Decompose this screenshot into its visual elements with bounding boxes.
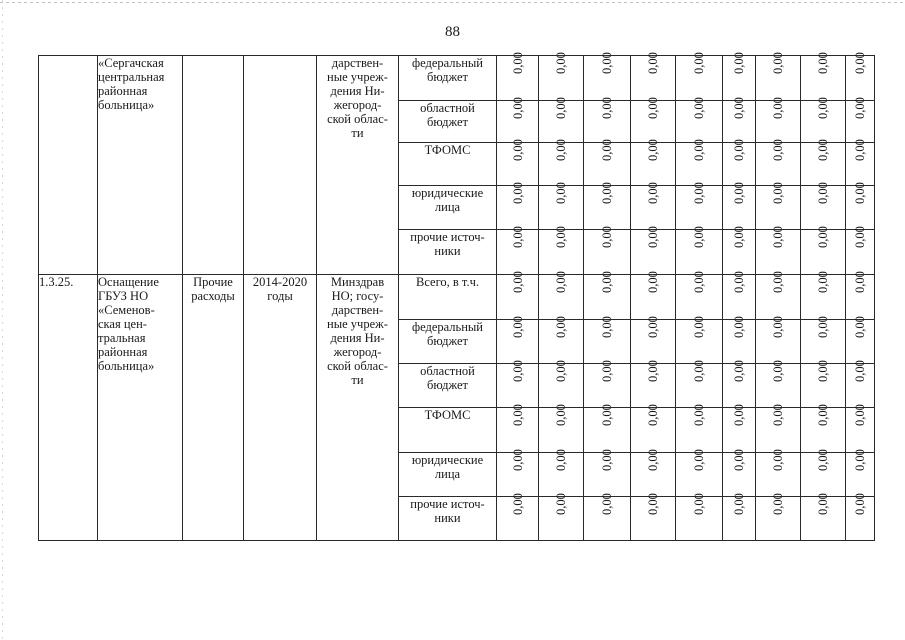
value-cell bbox=[497, 139, 539, 186]
executor-line: ской облас- bbox=[327, 359, 388, 373]
item-name-line: ГБУЗ НО bbox=[98, 289, 149, 303]
value-text: 0,00 bbox=[692, 139, 706, 161]
value-cell bbox=[801, 97, 846, 143]
value-cell bbox=[756, 360, 801, 408]
value-text: 0,00 bbox=[600, 139, 614, 161]
value-text: 0,00 bbox=[732, 139, 746, 161]
scan-edge-top bbox=[0, 2, 905, 3]
value-text: 0,00 bbox=[510, 316, 525, 338]
value-cell bbox=[756, 97, 801, 143]
value-cell bbox=[497, 449, 539, 497]
value-text: 0,00 bbox=[816, 139, 830, 161]
value-text: 0,00 bbox=[732, 182, 746, 204]
value-text: 0,00 bbox=[853, 493, 867, 515]
value-cell bbox=[497, 360, 539, 408]
value-text: 0,00 bbox=[816, 404, 830, 426]
value-text: 0,00 bbox=[732, 493, 746, 515]
value-text: 0,00 bbox=[646, 97, 660, 119]
item-name bbox=[98, 275, 183, 541]
value-text: 0,00 bbox=[600, 449, 614, 471]
item-name bbox=[98, 56, 183, 275]
item-name-line: центральная bbox=[98, 70, 165, 84]
value-cell bbox=[584, 360, 631, 408]
executor-line: дения Ни- bbox=[330, 84, 385, 98]
value-cell bbox=[539, 271, 584, 320]
value-text: 0,00 bbox=[816, 182, 830, 204]
funding-source: Всего, в т.ч. bbox=[399, 275, 497, 320]
value-text: 0,00 bbox=[600, 182, 614, 204]
value-text: 0,00 bbox=[771, 52, 785, 74]
value-text: 0,00 bbox=[646, 271, 660, 293]
funding-source: областной бюджет bbox=[399, 364, 497, 408]
executor-line: жегород- bbox=[333, 345, 382, 359]
value-cell bbox=[497, 182, 539, 230]
value-cell bbox=[584, 182, 631, 230]
value-text: 0,00 bbox=[692, 52, 706, 74]
value-cell bbox=[801, 182, 846, 230]
value-cell bbox=[723, 316, 756, 364]
value-text: 0,00 bbox=[771, 271, 785, 293]
value-text: 0,00 bbox=[554, 404, 568, 426]
value-text: 0,00 bbox=[692, 182, 706, 204]
period: 2014-2020 годы bbox=[244, 275, 317, 541]
value-text: 0,00 bbox=[510, 139, 525, 161]
item-name-line: тральная bbox=[98, 331, 146, 345]
value-cell bbox=[676, 52, 723, 101]
value-cell bbox=[676, 316, 723, 364]
value-text: 0,00 bbox=[510, 52, 525, 74]
value-cell bbox=[631, 449, 676, 497]
value-cell bbox=[539, 52, 584, 101]
value-text: 0,00 bbox=[853, 271, 867, 293]
value-text: 0,00 bbox=[692, 316, 706, 338]
value-text: 0,00 bbox=[771, 404, 785, 426]
value-text: 0,00 bbox=[853, 316, 867, 338]
period bbox=[244, 56, 317, 275]
value-cell bbox=[846, 316, 875, 364]
value-cell bbox=[497, 226, 539, 275]
value-cell bbox=[539, 139, 584, 186]
value-cell bbox=[846, 404, 875, 453]
value-cell bbox=[539, 493, 584, 541]
value-text: 0,00 bbox=[816, 271, 830, 293]
value-text: 0,00 bbox=[600, 360, 614, 382]
value-cell bbox=[497, 493, 539, 541]
value-text: 0,00 bbox=[646, 316, 660, 338]
value-cell bbox=[676, 97, 723, 143]
value-cell bbox=[631, 493, 676, 541]
value-text: 0,00 bbox=[554, 139, 568, 161]
value-text: 0,00 bbox=[510, 97, 525, 119]
value-text: 0,00 bbox=[853, 226, 867, 248]
value-text: 0,00 bbox=[510, 404, 525, 426]
value-cell bbox=[676, 360, 723, 408]
value-text: 0,00 bbox=[771, 360, 785, 382]
value-cell bbox=[846, 493, 875, 541]
value-text: 0,00 bbox=[646, 52, 660, 74]
value-text: 0,00 bbox=[646, 449, 660, 471]
value-cell bbox=[801, 271, 846, 320]
value-text: 0,00 bbox=[646, 139, 660, 161]
value-cell bbox=[846, 271, 875, 320]
value-cell bbox=[723, 449, 756, 497]
value-text: 0,00 bbox=[554, 52, 568, 74]
value-text: 0,00 bbox=[732, 404, 746, 426]
value-text: 0,00 bbox=[816, 449, 830, 471]
value-cell bbox=[539, 360, 584, 408]
table-row bbox=[39, 275, 875, 320]
value-cell bbox=[631, 52, 676, 101]
value-cell bbox=[676, 449, 723, 497]
funding-source: юридические лица bbox=[399, 453, 497, 497]
value-cell bbox=[631, 226, 676, 275]
value-cell bbox=[756, 139, 801, 186]
value-text: 0,00 bbox=[646, 360, 660, 382]
value-cell bbox=[584, 449, 631, 497]
value-text: 0,00 bbox=[816, 316, 830, 338]
value-text: 0,00 bbox=[554, 360, 568, 382]
item-name-line: больница» bbox=[98, 359, 155, 373]
value-cell bbox=[723, 139, 756, 186]
value-text: 0,00 bbox=[771, 139, 785, 161]
value-cell bbox=[497, 271, 539, 320]
value-text: 0,00 bbox=[771, 449, 785, 471]
value-text: 0,00 bbox=[816, 97, 830, 119]
value-text: 0,00 bbox=[816, 52, 830, 74]
value-text: 0,00 bbox=[816, 493, 830, 515]
value-cell bbox=[723, 404, 756, 453]
value-text: 0,00 bbox=[771, 97, 785, 119]
value-text: 0,00 bbox=[600, 226, 614, 248]
value-cell bbox=[497, 52, 539, 101]
value-cell bbox=[846, 97, 875, 143]
value-text: 0,00 bbox=[732, 316, 746, 338]
item-name-line: «Семенов- bbox=[98, 303, 155, 317]
value-text: 0,00 bbox=[732, 360, 746, 382]
value-cell bbox=[723, 52, 756, 101]
value-cell bbox=[631, 182, 676, 230]
funding-source: юридические лица bbox=[399, 186, 497, 230]
value-cell bbox=[676, 271, 723, 320]
value-text: 0,00 bbox=[771, 182, 785, 204]
value-cell bbox=[846, 52, 875, 101]
value-cell bbox=[846, 139, 875, 186]
value-text: 0,00 bbox=[600, 404, 614, 426]
value-text: 0,00 bbox=[732, 52, 746, 74]
value-text: 0,00 bbox=[600, 493, 614, 515]
value-text: 0,00 bbox=[816, 226, 830, 248]
funding-source: ТФОМС bbox=[399, 408, 497, 453]
executor-line: ти bbox=[351, 126, 364, 140]
value-cell bbox=[723, 271, 756, 320]
value-text: 0,00 bbox=[732, 271, 746, 293]
value-text: 0,00 bbox=[692, 404, 706, 426]
value-cell bbox=[846, 360, 875, 408]
value-text: 0,00 bbox=[600, 97, 614, 119]
value-text: 0,00 bbox=[853, 360, 867, 382]
value-cell bbox=[801, 139, 846, 186]
expense-category: Прочие расходы bbox=[183, 275, 244, 541]
value-text: 0,00 bbox=[853, 52, 867, 74]
value-cell bbox=[584, 493, 631, 541]
executor-line: дарствен- bbox=[331, 303, 384, 317]
value-cell bbox=[631, 271, 676, 320]
value-cell bbox=[756, 52, 801, 101]
funding-source: ТФОМС bbox=[399, 143, 497, 186]
value-cell bbox=[631, 97, 676, 143]
value-text: 0,00 bbox=[771, 226, 785, 248]
value-cell bbox=[631, 360, 676, 408]
value-cell bbox=[801, 52, 846, 101]
value-text: 0,00 bbox=[554, 226, 568, 248]
item-number: 1.3.25. bbox=[39, 275, 98, 541]
executor bbox=[317, 275, 399, 541]
value-cell bbox=[723, 182, 756, 230]
value-cell bbox=[676, 139, 723, 186]
item-name-line: ская цен- bbox=[98, 317, 147, 331]
value-cell bbox=[584, 97, 631, 143]
value-cell bbox=[756, 493, 801, 541]
page-number: 88 bbox=[445, 24, 460, 40]
value-cell bbox=[676, 226, 723, 275]
value-cell bbox=[756, 271, 801, 320]
value-cell bbox=[801, 360, 846, 408]
value-cell bbox=[584, 404, 631, 453]
value-cell bbox=[584, 271, 631, 320]
value-text: 0,00 bbox=[510, 493, 525, 515]
value-cell bbox=[846, 226, 875, 275]
value-text: 0,00 bbox=[692, 97, 706, 119]
value-cell bbox=[497, 97, 539, 143]
funding-source: федеральный бюджет bbox=[399, 320, 497, 364]
value-text: 0,00 bbox=[732, 226, 746, 248]
value-cell bbox=[723, 226, 756, 275]
value-cell bbox=[584, 139, 631, 186]
value-text: 0,00 bbox=[853, 182, 867, 204]
value-text: 0,00 bbox=[853, 404, 867, 426]
value-text: 0,00 bbox=[692, 360, 706, 382]
funding-source: областной бюджет bbox=[399, 101, 497, 143]
scan-edge-left bbox=[2, 0, 3, 640]
executor-line: жегород- bbox=[333, 98, 382, 112]
table-row bbox=[39, 56, 875, 101]
item-name-line: районная bbox=[98, 345, 148, 359]
executor-line: ные учреж- bbox=[327, 70, 388, 84]
value-text: 0,00 bbox=[554, 182, 568, 204]
value-cell bbox=[756, 182, 801, 230]
executor-line: ти bbox=[351, 373, 364, 387]
item-name-line: Оснащение bbox=[98, 275, 159, 289]
value-text: 0,00 bbox=[853, 139, 867, 161]
value-cell bbox=[631, 139, 676, 186]
value-cell bbox=[539, 182, 584, 230]
value-cell bbox=[756, 226, 801, 275]
value-cell bbox=[676, 182, 723, 230]
executor-line: ской облас- bbox=[327, 112, 388, 126]
value-text: 0,00 bbox=[510, 271, 525, 293]
value-cell bbox=[846, 449, 875, 497]
value-text: 0,00 bbox=[771, 493, 785, 515]
value-cell bbox=[539, 316, 584, 364]
value-text: 0,00 bbox=[600, 271, 614, 293]
value-cell bbox=[846, 182, 875, 230]
value-text: 0,00 bbox=[554, 449, 568, 471]
expense-category bbox=[183, 56, 244, 275]
value-cell bbox=[723, 360, 756, 408]
executor-line: дения Ни- bbox=[330, 331, 385, 345]
value-cell bbox=[631, 404, 676, 453]
value-text: 0,00 bbox=[853, 449, 867, 471]
value-cell bbox=[676, 404, 723, 453]
value-cell bbox=[756, 316, 801, 364]
value-cell bbox=[756, 449, 801, 497]
value-cell bbox=[584, 226, 631, 275]
value-cell bbox=[539, 404, 584, 453]
value-text: 0,00 bbox=[646, 493, 660, 515]
funding-source: прочие источ-ники bbox=[399, 230, 497, 275]
value-text: 0,00 bbox=[692, 226, 706, 248]
value-text: 0,00 bbox=[646, 182, 660, 204]
value-text: 0,00 bbox=[554, 97, 568, 119]
value-text: 0,00 bbox=[554, 316, 568, 338]
value-text: 0,00 bbox=[692, 493, 706, 515]
value-text: 0,00 bbox=[646, 226, 660, 248]
value-cell bbox=[801, 493, 846, 541]
value-cell bbox=[723, 493, 756, 541]
value-cell bbox=[584, 52, 631, 101]
value-text: 0,00 bbox=[510, 360, 525, 382]
item-number bbox=[39, 56, 98, 275]
item-name-line: больница» bbox=[98, 98, 155, 112]
item-name-line: «Сергачская bbox=[98, 56, 164, 70]
value-text: 0,00 bbox=[816, 360, 830, 382]
value-cell bbox=[539, 97, 584, 143]
value-text: 0,00 bbox=[510, 449, 525, 471]
value-cell bbox=[631, 316, 676, 364]
value-cell bbox=[801, 404, 846, 453]
value-cell bbox=[723, 97, 756, 143]
value-cell bbox=[801, 226, 846, 275]
value-text: 0,00 bbox=[510, 226, 525, 248]
value-cell bbox=[801, 449, 846, 497]
value-text: 0,00 bbox=[692, 271, 706, 293]
value-text: 0,00 bbox=[510, 182, 525, 204]
value-text: 0,00 bbox=[853, 97, 867, 119]
value-cell bbox=[497, 316, 539, 364]
value-text: 0,00 bbox=[554, 493, 568, 515]
value-text: 0,00 bbox=[600, 52, 614, 74]
value-text: 0,00 bbox=[771, 316, 785, 338]
budget-table bbox=[38, 52, 875, 541]
item-name-line: районная bbox=[98, 84, 148, 98]
value-text: 0,00 bbox=[732, 97, 746, 119]
executor bbox=[317, 56, 399, 275]
value-text: 0,00 bbox=[732, 449, 746, 471]
value-cell bbox=[497, 404, 539, 453]
executor-line: Минздрав bbox=[330, 275, 385, 289]
executor-line: дарствен- bbox=[331, 56, 384, 70]
value-text: 0,00 bbox=[692, 449, 706, 471]
executor-line: НО; госу- bbox=[331, 289, 384, 303]
value-cell bbox=[539, 449, 584, 497]
executor-line: ные учреж- bbox=[327, 317, 388, 331]
value-text: 0,00 bbox=[600, 316, 614, 338]
value-cell bbox=[676, 493, 723, 541]
value-cell bbox=[801, 316, 846, 364]
value-cell bbox=[539, 226, 584, 275]
value-text: 0,00 bbox=[554, 271, 568, 293]
value-cell bbox=[756, 404, 801, 453]
value-text: 0,00 bbox=[646, 404, 660, 426]
funding-source: прочие источ-ники bbox=[399, 497, 497, 541]
funding-source: федеральный бюджет bbox=[399, 56, 497, 101]
value-cell bbox=[584, 316, 631, 364]
